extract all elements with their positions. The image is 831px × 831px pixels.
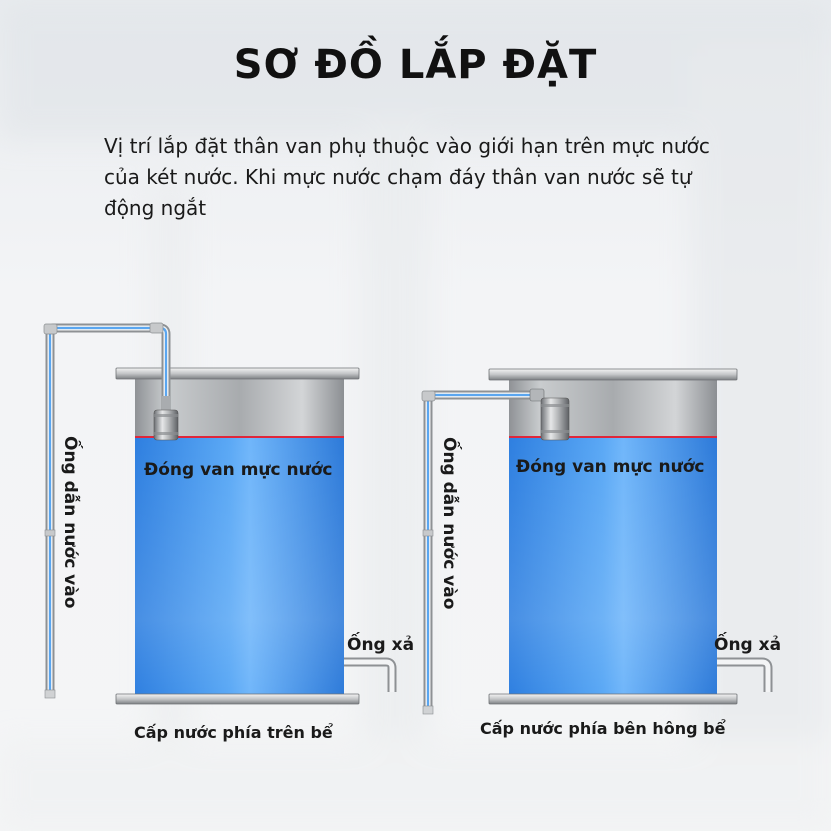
left-drain-label: Ống xả [347, 635, 415, 655]
right-tank [489, 369, 737, 704]
page-title: SƠ ĐỒ LẮP ĐẶT [233, 42, 598, 88]
left-caption: Cấp nước phía trên bể [134, 723, 333, 742]
left-drain-pipe [344, 662, 392, 692]
left-inlet-label: Ống dẫn nước vào [60, 436, 80, 609]
right-drain-pipe [717, 662, 768, 692]
left-valve-label: Đóng van mực nước [144, 460, 333, 480]
left-tank [116, 368, 359, 704]
right-caption: Cấp nước phía bên hông bể [480, 719, 726, 738]
description-text: Vị trí lắp đặt thân van phụ thuộc vào giới hạn trên mực nước của két nước. Khi mực nước chạm đáy thân van nước sẽ tự động ngắt [104, 134, 710, 220]
right-inlet-label: Ống dẫn nước vào [439, 437, 459, 610]
right-drain-label: Ống xả [714, 635, 782, 655]
right-valve-label: Đóng van mực nước [516, 457, 705, 477]
